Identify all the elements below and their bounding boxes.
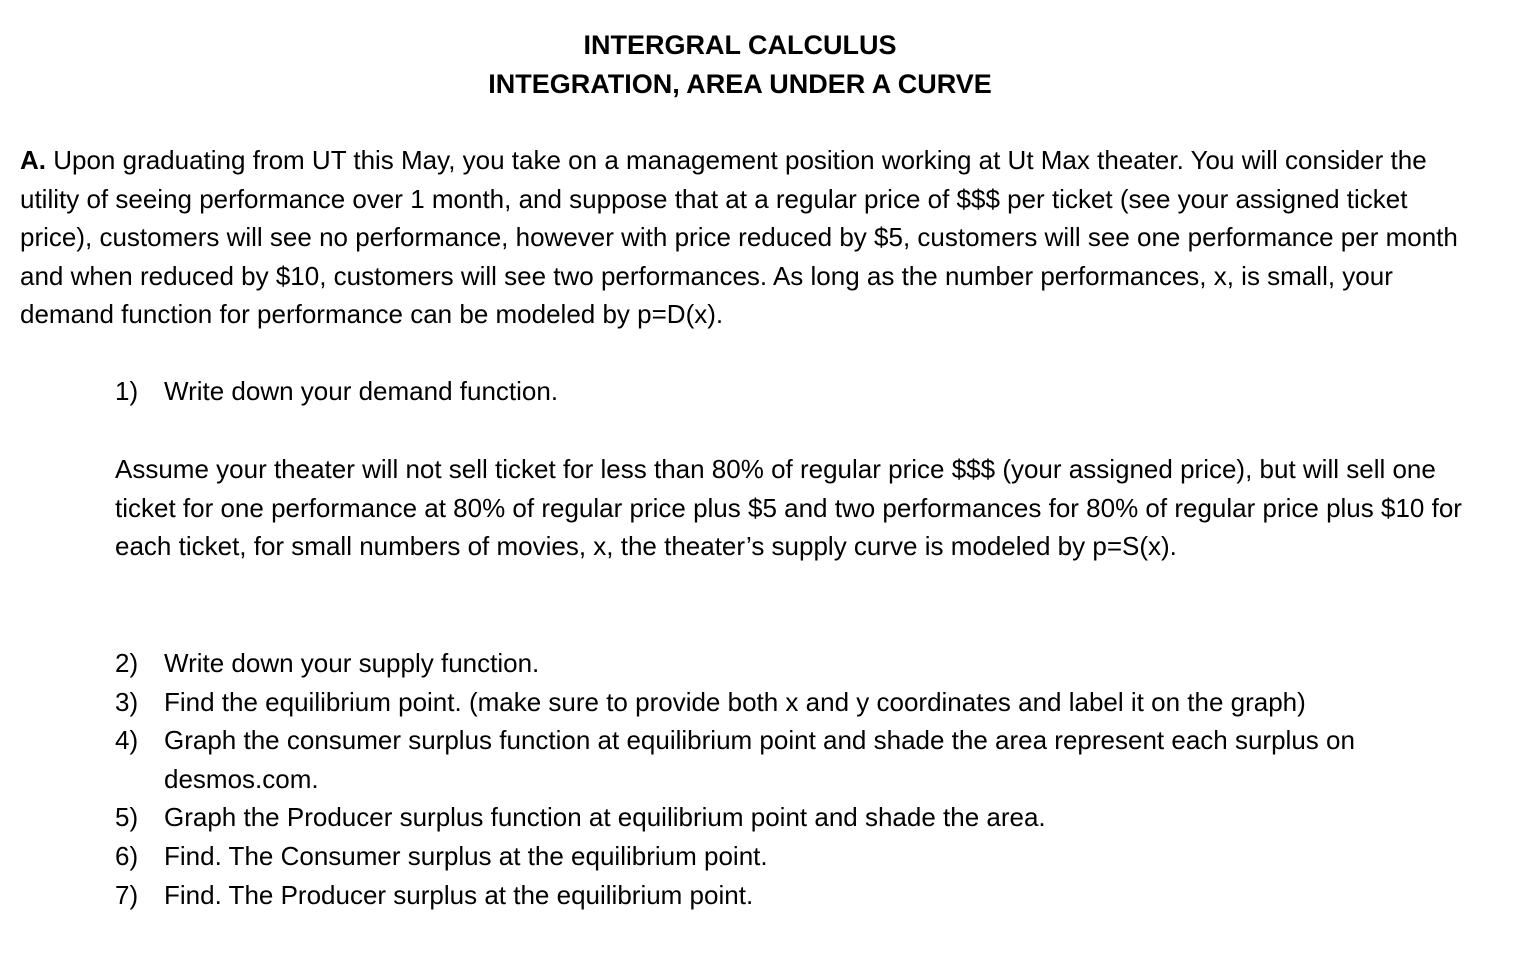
- list-item: [115, 683, 1485, 722]
- question-text: Graph the consumer surplus function at equilibrium point and shade the area represent each surplus on desmos.com.: [164, 725, 1355, 794]
- question-text: Find. The Consumer surplus at the equilibrium point.: [164, 840, 768, 871]
- question-list-b: [115, 644, 1485, 914]
- assumption-paragraph: Assume your theater will not sell ticket for less than 80% of regular price $$$ (your assigned price), but will sell one ticket for one performance at 80% of regular price plus $5 and two performances for 80% of regular price plus $10 for each ticket, for small numbers of movies, x, the theater’s supply curve is modeled by p=S(x).: [115, 454, 1462, 562]
- question-text: Write down your demand function.: [164, 376, 559, 406]
- intro-paragraph: [20, 141, 1470, 334]
- question-number: 1): [115, 376, 139, 406]
- question-number: 6): [115, 840, 139, 871]
- question-text: Find. The Producer surplus at the equilibrium point.: [164, 879, 754, 910]
- list-item: [115, 372, 1485, 411]
- section-letter: A.: [20, 145, 46, 175]
- list-item: [115, 837, 1485, 876]
- document-title: [0, 26, 1480, 104]
- question-text: Write down your supply function.: [164, 648, 540, 678]
- question-number: 7): [115, 879, 139, 910]
- intro-text: Upon graduating from UT this May, you take on a management position working at Ut Max theater. You will consider the utility of seeing performance over 1 month, and suppose that at a regular price of $$$ per ticket (see your assigned ticket price), customers will see no performance, however with price reduced by $5, customers will see one performance per month and when reduced by $10, customers will see two performances. As long as the number performances, x, is small, your demand function for performance can be modeled by p=D(x).: [20, 145, 1458, 330]
- question-number: 2): [115, 648, 139, 678]
- question-list-a: [115, 372, 1485, 411]
- question-number: 3): [115, 686, 139, 717]
- title-line-2: INTEGRATION, AREA UNDER A CURVE: [488, 69, 992, 99]
- list-item: [115, 876, 1485, 915]
- question-text: Find the equilibrium point. (make sure to provide both x and y coordinates and label it on the graph): [164, 686, 1306, 717]
- question-number: 4): [115, 725, 139, 756]
- list-item: [115, 721, 1485, 798]
- question-number: 5): [115, 802, 139, 833]
- title-line-1: INTERGRAL CALCULUS: [583, 30, 897, 60]
- question-text: Graph the Producer surplus function at equilibrium point and shade the area.: [164, 802, 1046, 833]
- list-item: [115, 798, 1485, 837]
- list-item: [115, 644, 1485, 683]
